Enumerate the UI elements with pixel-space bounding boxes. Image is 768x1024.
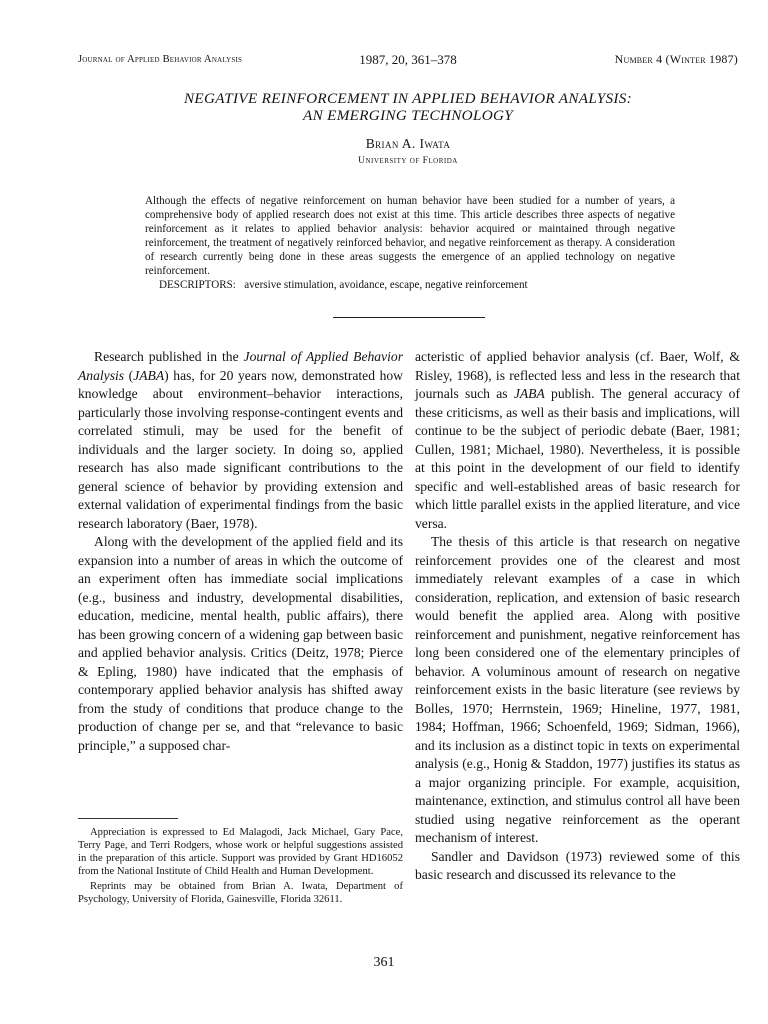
body-column-left [78, 348, 403, 755]
abstract [145, 194, 675, 292]
footnote-divider [78, 818, 178, 819]
body-paragraph-2: Along with the development of the applied field and its expansion into a number of areas in which the outcome of an experiment often has immediate social implications (e.g., business and industry, developmental disabilities, education, medicine, mental health, public affairs), there has been growing concern of a widening gap between basic and applied behavior analysis. Critics (Deitz, 1978; Pierce & Epling, 1980) have indicated that the emphasis of contemporary applied behavior analysis has shifted away from the study of conditions that produce change to the production of change per se, and that “relevance to basic principle,” a supposed char- [78, 534, 403, 753]
jaba-abbr: JABA [133, 367, 165, 383]
title-line-1: NEGATIVE REINFORCEMENT IN APPLIED BEHAVIOR ANALYSIS: [183, 90, 633, 107]
p1-text-b: ( [124, 367, 134, 383]
issue-info: Number 4 (Winter 1987) [614, 52, 738, 66]
body-paragraph-3 [415, 348, 740, 533]
footnote-acknowledgment: Appreciation is expressed to Ed Malagodi, Jack Michael, Gary Pace, Terry Page, and Terri Rodgers, whose work or helpful suggestions assisted in the preparation of this article. Support was provided by Grant HD16052 from the National Institute of Child Health and Human Development. [78, 827, 403, 877]
jaba-abbr-2: JABA [513, 386, 545, 401]
body-column-right [415, 348, 740, 885]
title-line-2: AN EMERGING TECHNOLOGY [303, 107, 513, 124]
section-divider [333, 317, 485, 318]
journal-name: Journal of Applied Behavior Analysis [78, 54, 243, 65]
running-head [78, 52, 738, 68]
author-affiliation: University of Florida [358, 156, 458, 166]
footnote-reprints: Reprints may be obtained from Brian A. Iwata, Department of Psychology, University of Florida, Gainesville, Florida 32611. [78, 881, 403, 905]
p1-text-c: ) has, for 20 years now, demonstrated how knowledge about environment–behavior interactions, particularly those involving response-contingent events and correlated stimuli, may be used for the benefit of individuals and the larger society. In doing so, applied research has also made significant contributions to the general science of behavior by providing extension and external validation of experimental findings from the basic research laboratory (Baer, 1978). [78, 367, 403, 531]
article-title [78, 90, 738, 124]
volume-info: 1987, 20, 361–378 [359, 52, 457, 67]
body-paragraph-4: The thesis of this article is that research on negative reinforcement provides one of the clearest and most immediately relevant examples of a case in which consideration, replication, and extension of basic research would benefit the applied area. Along with positive reinforcement and punishment, negative reinforcement has long been considered one of the elementary principles of behavior. A voluminous amount of research on negative reinforcement exists in the basic literature (see reviews by Bolles, 1970; Herrnstein, 1969; Hineline, 1977, 1981, 1984; Hoffman, 1966; Schoenfeld, 1969; Sidman, 1966), and its inclusion as a distinct topic in texts on experimental analysis (e.g., Honig & Staddon, 1977) justifies its status as a major organizing principle. For example, acquisition, maintenance, extinction, and stimulus control all have been studied using negative reinforcement as the operant mechanism of interest. [415, 534, 740, 845]
body-paragraph-1 [78, 348, 403, 533]
author-name: Brian A. Iwata [365, 136, 451, 151]
descriptors-label: DESCRIPTORS: [159, 279, 236, 291]
abstract-text: Although the effects of negative reinforcement on human behavior have been studied for a number of years, a comprehensive body of applied research does not exist at this time. This article describes three aspects of negative reinforcement as it relates to applied behavior analysis: behavior acquired or maintained through negative reinforcement, the treatment of negatively reinforced behavior, and negative reinforcement as therapy. A consideration of research currently being done in these areas suggests the emergence of an applied technology on negative reinforcement. [145, 195, 675, 277]
p1-text-a: Research published in the [94, 349, 244, 364]
footnotes [78, 826, 403, 908]
body-paragraph-5: Sandler and Davidson (1973) reviewed some of this basic research and discussed its relevance to the [415, 848, 740, 882]
descriptors [145, 278, 675, 292]
page-number: 361 [373, 955, 395, 970]
journal-title-italic: Journal of Applied Behavior Analysis [78, 349, 404, 383]
p3-text-a: acteristic of applied behavior analysis (cf. Baer, Wolf, & Risley, 1968), is reflected less and less in the research that journals such as [415, 349, 740, 401]
p3-text-b: publish. The general accuracy of these criticisms, as well as their basis and implications, will continue to be the subject of periodic debate (Baer, 1981; Cullen, 1981; Michael, 1980). Nevertheless, it is possible at this point in the development of our field to identify specific and well-established areas of basic research for which little parallel exists in the applied literature, and vice versa. [415, 386, 741, 531]
descriptors-list: aversive stimulation, avoidance, escape, negative reinforcement [244, 279, 528, 291]
